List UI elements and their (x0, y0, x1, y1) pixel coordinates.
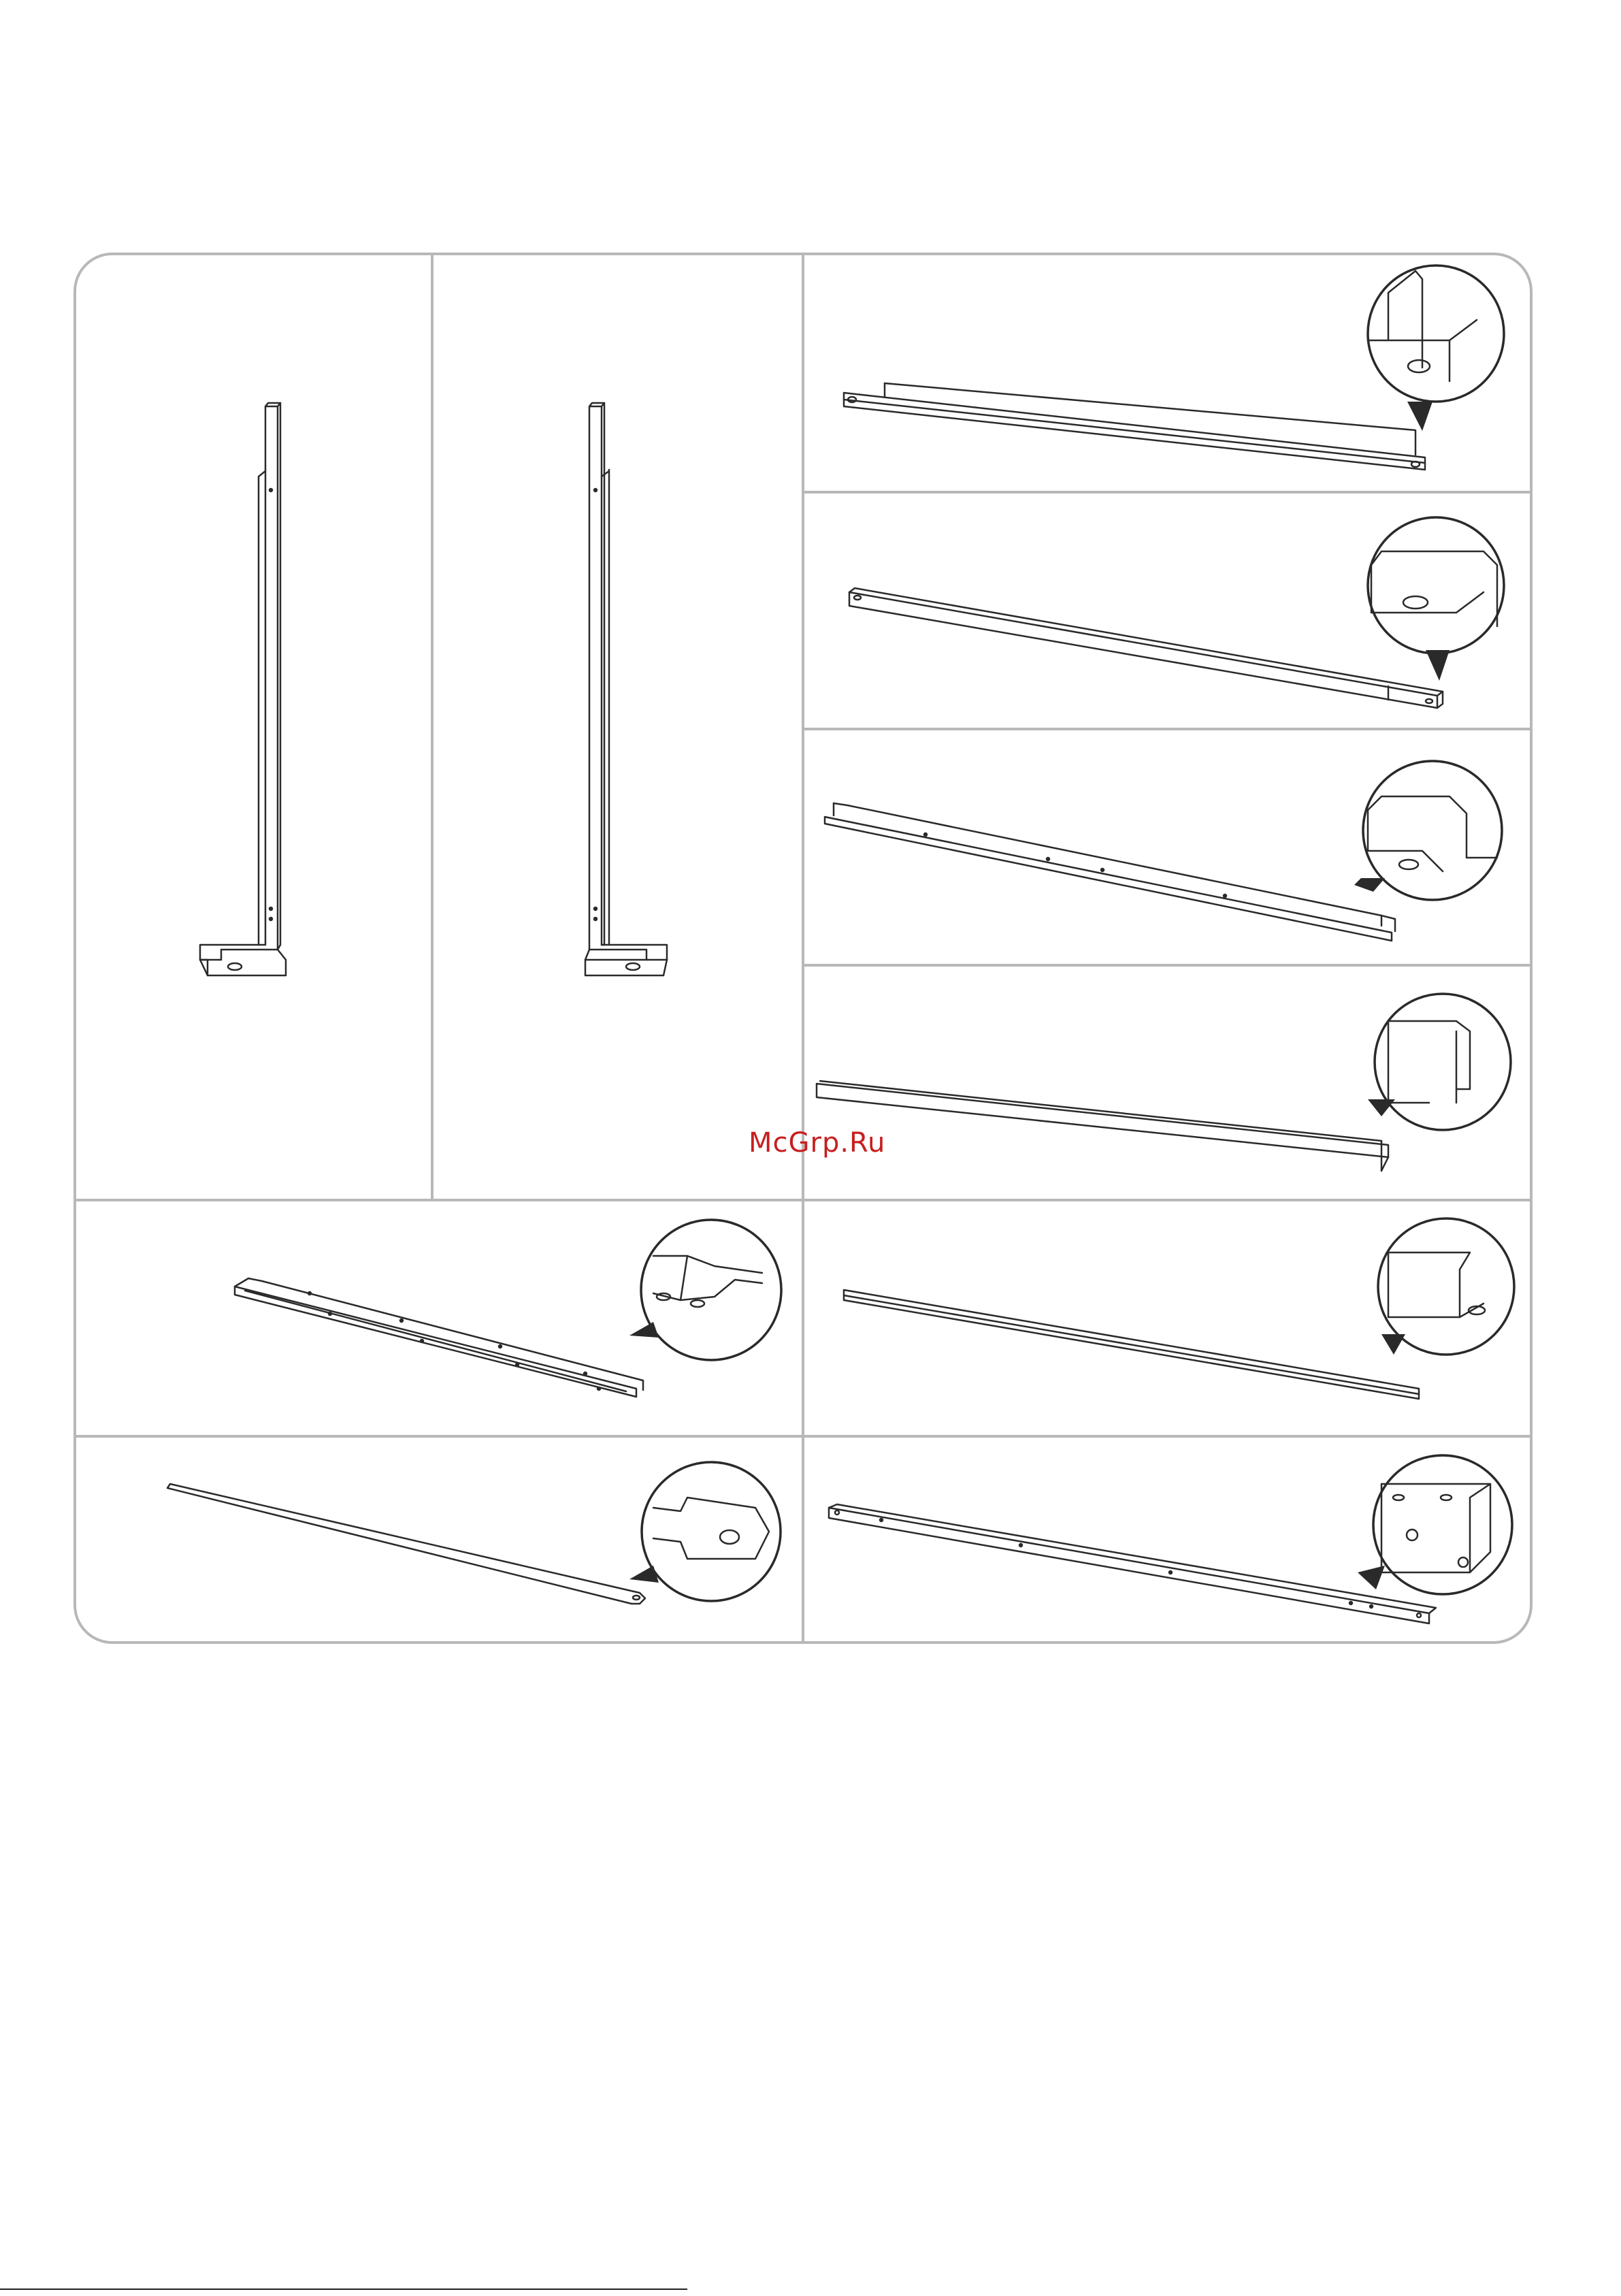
part-left-upright-post (200, 403, 286, 975)
channel-detail-callout (1368, 517, 1504, 681)
perforated-channel-detail-callout (1358, 1455, 1512, 1594)
footer-rule (0, 2289, 687, 2290)
part-perforated-channel (829, 1455, 1512, 1623)
z-rail-icon (817, 1081, 1388, 1171)
part-channel-beam (849, 517, 1504, 708)
hat-rail-icon (825, 803, 1395, 941)
flat-strap-icon (167, 1484, 645, 1604)
rail-icon (844, 383, 1425, 470)
upright-post-icon (200, 403, 286, 975)
perforated-channel-icon (829, 1504, 1436, 1623)
double-hat-rail-detail-callout (629, 1220, 781, 1360)
double-hat-rail-icon (235, 1278, 643, 1397)
part-angle-bar (844, 1218, 1514, 1399)
part-double-hat-rail (235, 1220, 781, 1397)
hat-rail-detail-callout (1354, 761, 1502, 900)
flat-strap-detail-callout (629, 1462, 781, 1601)
upright-post-icon (585, 403, 667, 975)
part-z-profile-rail (817, 994, 1511, 1171)
angle-bar-detail-callout (1378, 1218, 1514, 1355)
watermark-text: McGrp.Ru (749, 1127, 886, 1159)
parts-grid-frame (75, 254, 1531, 1643)
part-right-upright-post (585, 403, 667, 975)
part-hat-profile-rail (825, 761, 1502, 941)
rail-detail-callout (1368, 265, 1504, 431)
part-flat-strap (167, 1462, 781, 1604)
z-rail-detail-callout (1368, 994, 1511, 1130)
channel-beam-icon (849, 588, 1443, 708)
part-wall-rail-with-flange (844, 265, 1504, 470)
angle-bar-icon (844, 1290, 1419, 1399)
